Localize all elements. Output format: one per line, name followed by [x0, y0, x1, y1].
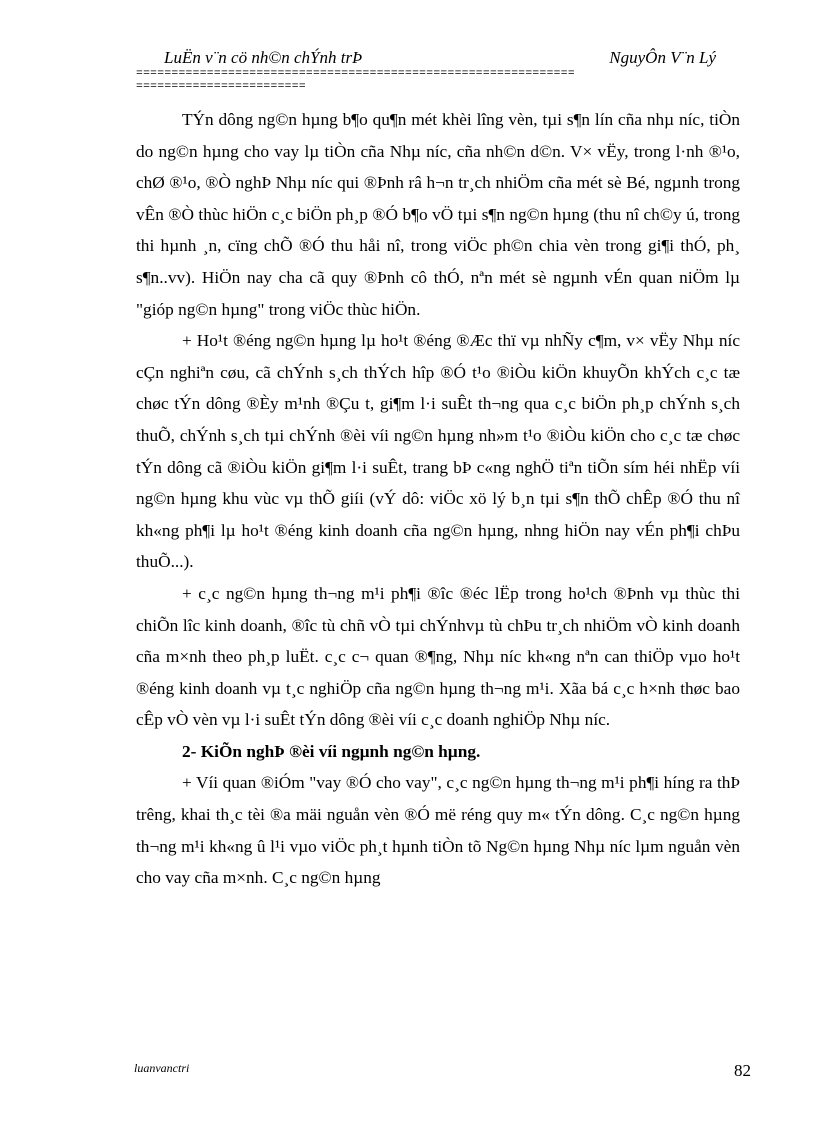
page-number: 82 [734, 1061, 751, 1080]
section-heading: 2- KiÕn nghÞ ®èi víi ngµnh ng©n hµng. [182, 741, 481, 761]
footer-source: luanvanctri [134, 1061, 190, 1075]
header-rule-line-2: ======================== [136, 81, 306, 93]
paragraph-1: TÝn dông ng©n hµng b¶o qu¶n mét khèi lîng vèn, tµi s¶n lín cña nhµ níc, tiÒn do ng©n hµng cho vay lµ tiÒn cña Nhµ níc, cña nh©n d©n. V× vËy, trong l·nh ®¹o, chØ ®¹o, ®Ò nghÞ Nhµ níc qui ®Þnh râ h¬n tr¸ch nhiÖm cña mét sè Bé, ngµnh trong vÊn ®Ò thùc hiÖn c¸c biÖn ph¸p ®Ó b¶o vÖ tµi s¶n ng©n hµng (thu nî ch©y ú, trong thi hµnh ¸n, cïng chÕ ®Ó thu håi nî, trong viÖc ph©n chia vèn trong gi¶i thÓ, ph¸ s¶n..vv). HiÖn nay cha cã quy ®Þnh cô thÓ, nªn mét sè ngµnh vÉn quan niÖm lµ "gióp ng©n hµng" trong viÖc thùc hiÖn. [136, 110, 740, 319]
paragraph-3: + c¸c ng©n hµng th¬ng m¹i ph¶i ®îc ®éc lËp trong ho¹ch ®Þnh vµ thùc thi chiÕn lîc kinh doanh, ®îc tù chñ vÒ tµi chÝnhvµ tù chÞu tr¸ch nhiÖm vÒ kinh doanh cña m×nh theo ph¸p luËt. c¸c c¬ quan ®¶ng, Nhµ níc kh«ng nªn can thiÖp vµo ho¹t ®éng kinh doanh vµ t¸c nghiÖp cña ng©n hµng th¬ng m¹i. Xãa bá c¸c h×nh thøc bao cÊp vÒ vèn vµ l·i suÊt tÝn dông ®èi víi c¸c doanh nghiÖp Nhµ níc. [136, 583, 740, 730]
document-body [136, 104, 740, 894]
header-author: NguyÔn V¨n Lý [609, 48, 716, 67]
page-header [136, 48, 736, 94]
header-row [136, 48, 736, 68]
header-rule-line-1: ============================================================== [136, 68, 575, 80]
paragraph-4: + Víi quan ®iÓm "vay ®Ó cho vay", c¸c ng©n hµng th¬ng m¹i ph¶i híng ra thÞ trêng, khai th¸c tèi ®a mäi nguån vèn ®Ó më réng quy m« tÝn dông. C¸c ng©n hµng th¬ng m¹i kh«ng û l¹i vµo viÖc ph¸t hµnh tiÒn tõ Ng©n hµng Nhµ níc lµm nguån vèn cho vay cña m×nh. C¸c ng©n hµng [136, 773, 740, 888]
paragraph-2: + Ho¹t ®éng ng©n hµng lµ ho¹t ®éng ®Æc thï vµ nhÑy c¶m, v× vËy Nhµ níc cÇn nghiªn cøu, cã chÝnh s¸ch thÝch hîp ®Ó t¹o ®iÒu kiÖn khuyÕn khÝch c¸c tæ chøc tÝn dông ®Èy m¹nh ®Çu t, gi¶m l·i suÊt th¬ng qua c¸c biÖn ph¸p chÝnh s¸ch thuÕ, chÝnh s¸ch tµi chÝnh ®èi víi ng©n hµng nh»m t¹o ®iÒu kiÖn cho c¸c tæ chøc tÝn dông cã ®iÒu kiÖn gi¶m l·i suÊt, trang bÞ c«ng nghÖ tiªn tiÕn sím héi nhËp víi ng©n hµng khu vùc vµ thÕ giíi (vÝ dô: viÖc xö lý b¸n tµi s¶n thÕ chÊp ®Ó thu nî kh«ng ph¶i lµ ho¹t ®éng kinh doanh cña ng©n hµng, nhng hiÖn nay vÉn ph¶i chÞu thuÕ...). [136, 331, 740, 572]
header-title: LuËn v¨n cö nh©n chÝnh trÞ [164, 48, 363, 67]
